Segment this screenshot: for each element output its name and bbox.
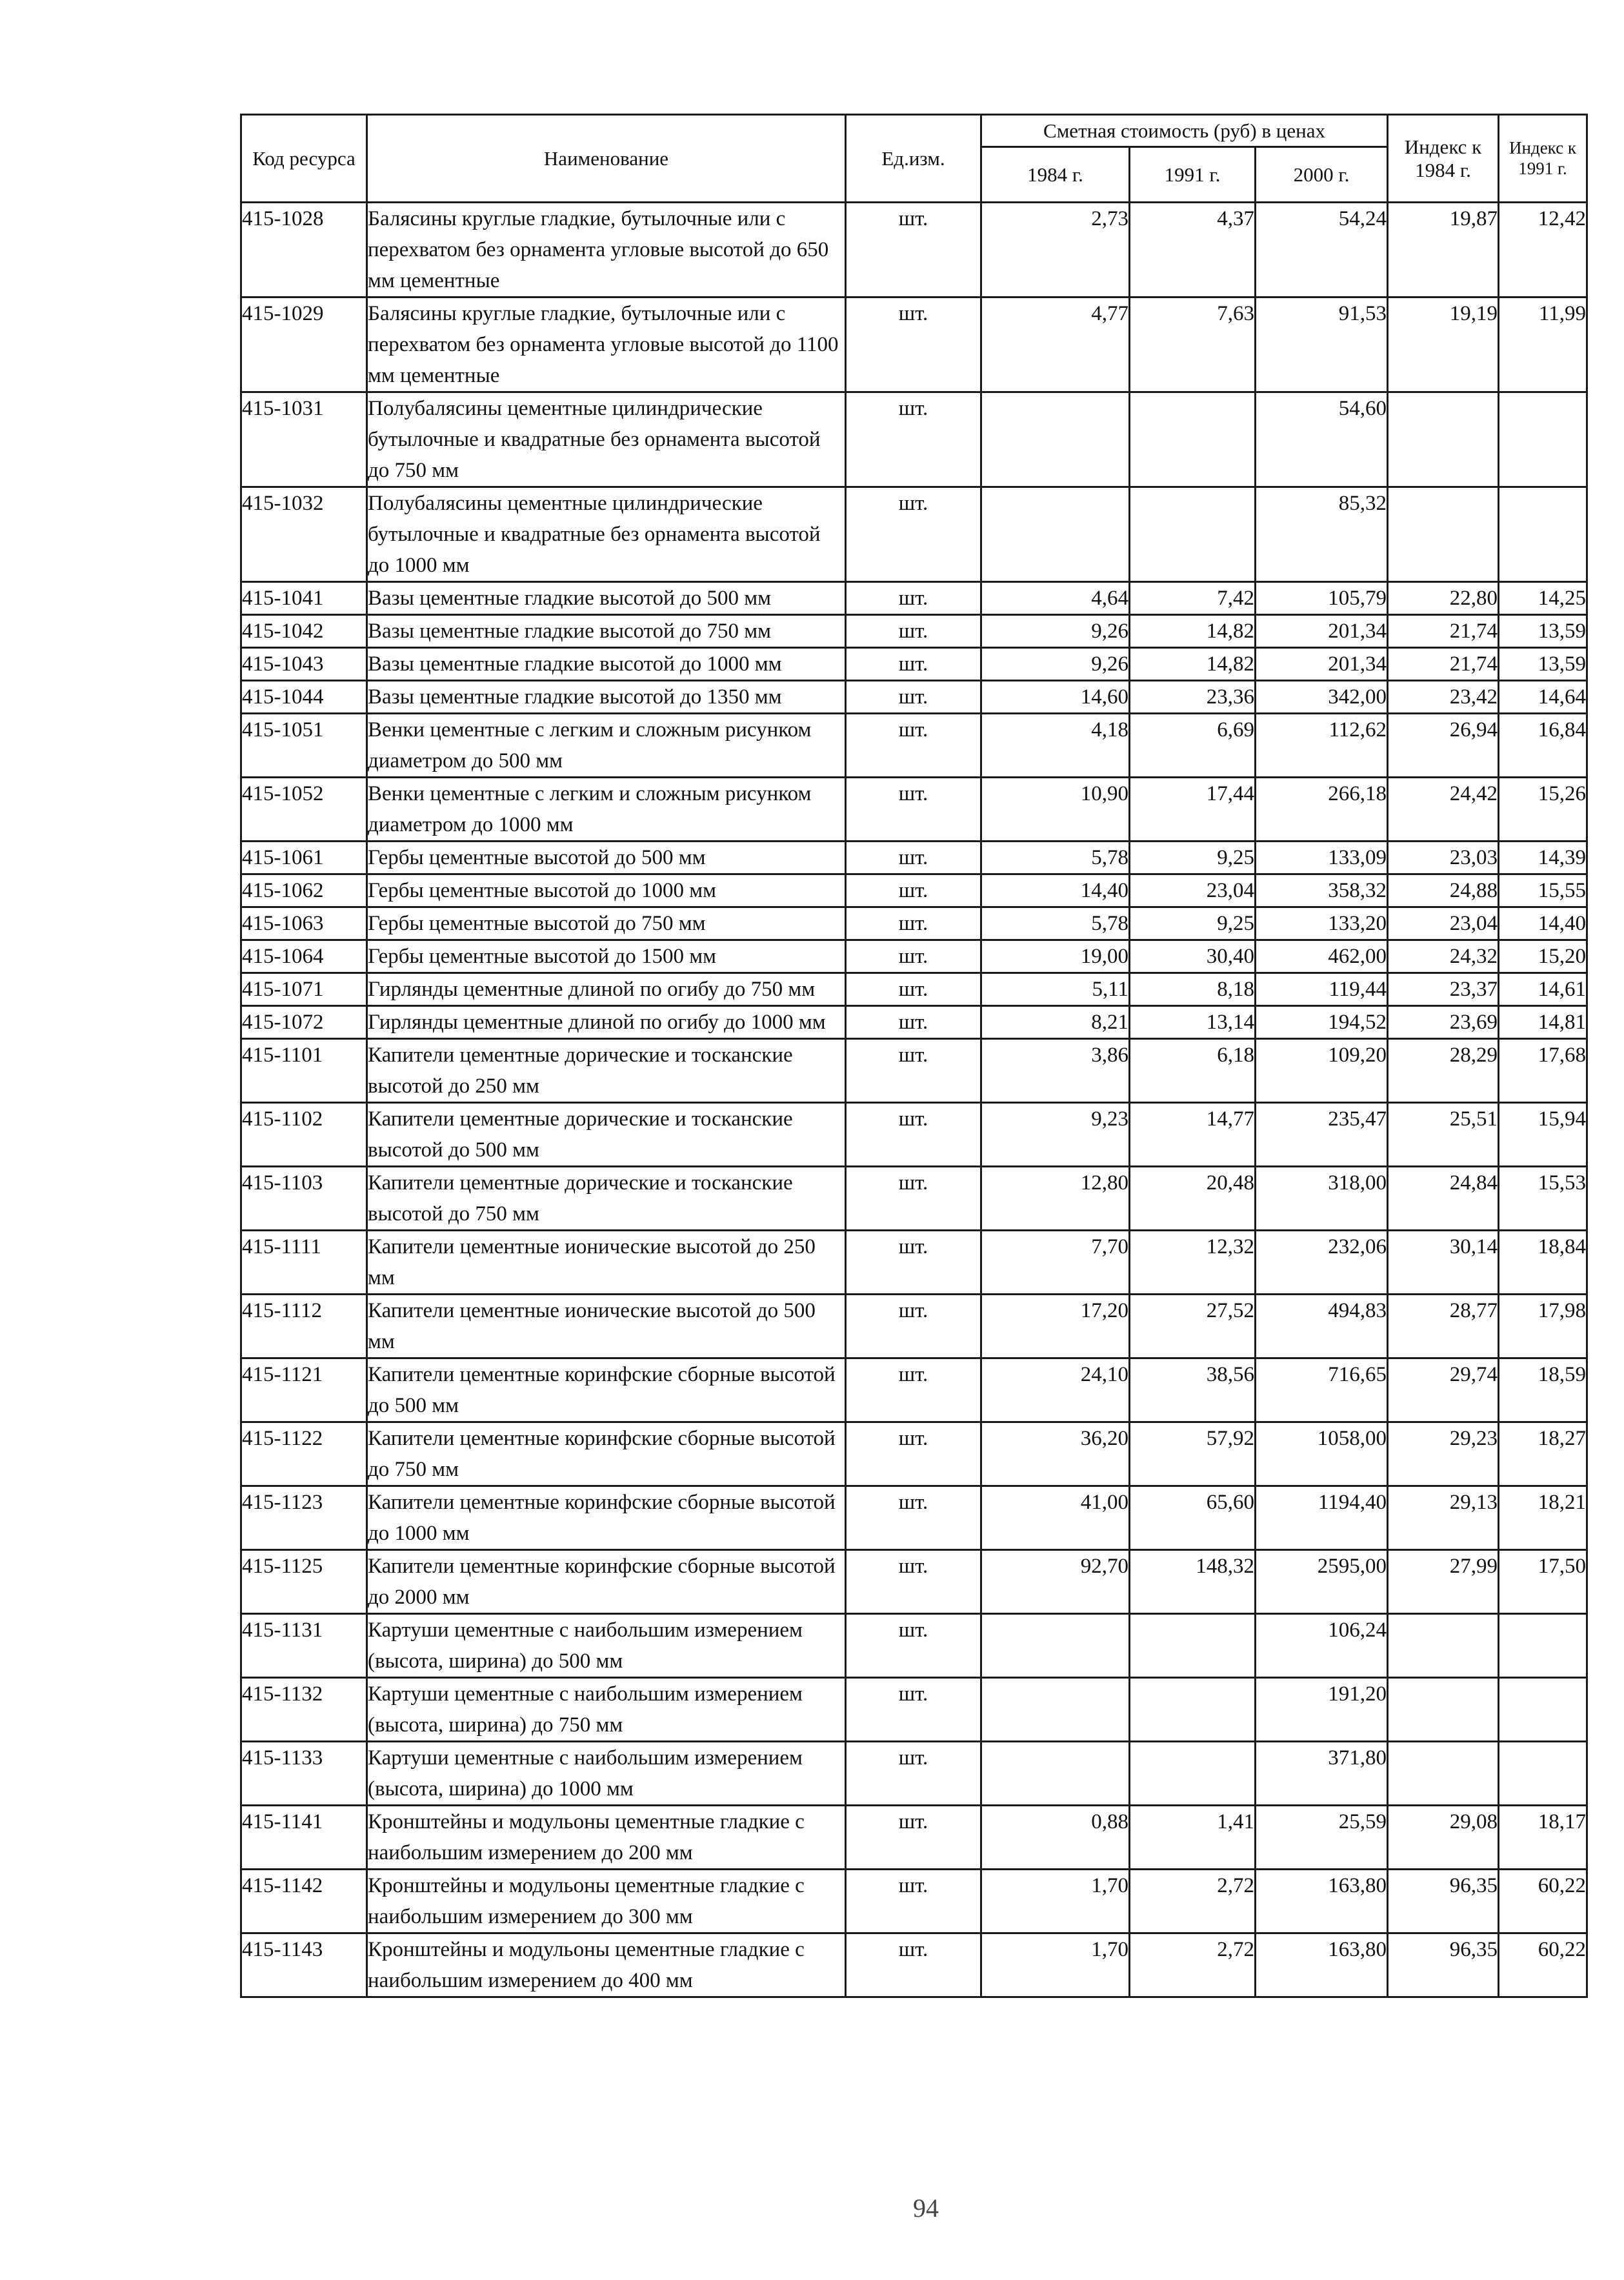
unit-cell: шт. <box>846 1742 981 1806</box>
price-1991-cell: 7,42 <box>1130 582 1256 615</box>
resource-name-cell: Капители цементные дорические и тосканские высотой до 250 мм <box>367 1039 846 1103</box>
resource-name-cell: Капители цементные коринфские сборные высотой до 1000 мм <box>367 1486 846 1550</box>
resource-code-cell: 415-1112 <box>241 1295 367 1358</box>
unit-cell: шт. <box>846 1103 981 1167</box>
header-name: Наименование <box>367 115 846 203</box>
price-2000-cell: 191,20 <box>1256 1678 1388 1742</box>
price-1991-cell: 8,18 <box>1130 973 1256 1006</box>
resource-name-cell: Капители цементные ионические высотой до 250 мм <box>367 1231 846 1295</box>
price-1984-cell: 41,00 <box>981 1486 1130 1550</box>
index-1984-cell <box>1388 487 1499 582</box>
price-1984-cell: 36,20 <box>981 1422 1130 1486</box>
unit-cell: шт. <box>846 1358 981 1422</box>
price-1984-cell: 19,00 <box>981 940 1130 973</box>
index-1991-cell: 18,27 <box>1499 1422 1587 1486</box>
price-1984-cell: 2,73 <box>981 203 1130 298</box>
resource-name-cell: Гербы цементные высотой до 1000 мм <box>367 874 846 907</box>
resource-code-cell: 415-1052 <box>241 778 367 842</box>
index-1984-cell <box>1388 1678 1499 1742</box>
resource-code-cell: 415-1042 <box>241 615 367 648</box>
price-2000-cell: 163,80 <box>1256 1933 1388 1997</box>
price-2000-cell: 232,06 <box>1256 1231 1388 1295</box>
resource-code-cell: 415-1064 <box>241 940 367 973</box>
price-1991-cell <box>1130 487 1256 582</box>
index-1984-cell: 24,84 <box>1388 1167 1499 1231</box>
table-row <box>241 1933 1587 1997</box>
price-1991-cell: 2,72 <box>1130 1870 1256 1933</box>
index-1991-cell: 18,21 <box>1499 1486 1587 1550</box>
unit-cell: шт. <box>846 487 981 582</box>
index-1991-cell: 16,84 <box>1499 714 1587 778</box>
unit-cell: шт. <box>846 1806 981 1870</box>
resource-name-cell: Картуши цементные с наибольшим измерением (высота, ширина) до 1000 мм <box>367 1742 846 1806</box>
resource-code-cell: 415-1123 <box>241 1486 367 1550</box>
unit-cell: шт. <box>846 298 981 392</box>
resource-name-cell: Полубалясины цементные цилиндрические бутылочные и квадратные без орнамента высотой до 750 мм <box>367 392 846 487</box>
unit-cell: шт. <box>846 1486 981 1550</box>
price-1991-cell: 14,77 <box>1130 1103 1256 1167</box>
index-1991-cell: 18,17 <box>1499 1806 1587 1870</box>
price-1991-cell: 38,56 <box>1130 1358 1256 1422</box>
resource-name-cell: Картуши цементные с наибольшим измерением (высота, ширина) до 750 мм <box>367 1678 846 1742</box>
resource-code-cell: 415-1133 <box>241 1742 367 1806</box>
table-row <box>241 392 1587 487</box>
table-row <box>241 681 1587 714</box>
price-table <box>240 114 1588 1998</box>
price-2000-cell: 112,62 <box>1256 714 1388 778</box>
price-1991-cell: 4,37 <box>1130 203 1256 298</box>
price-1984-cell: 12,80 <box>981 1167 1130 1231</box>
price-1984-cell: 17,20 <box>981 1295 1130 1358</box>
unit-cell: шт. <box>846 940 981 973</box>
table-row <box>241 907 1587 940</box>
price-1984-cell: 0,88 <box>981 1806 1130 1870</box>
index-1984-cell: 23,42 <box>1388 681 1499 714</box>
price-1984-cell <box>981 1678 1130 1742</box>
price-1991-cell: 9,25 <box>1130 907 1256 940</box>
index-1991-cell <box>1499 1678 1587 1742</box>
index-1991-cell: 14,39 <box>1499 842 1587 874</box>
resource-name-cell: Гирлянды цементные длиной по огибу до 1000 мм <box>367 1006 846 1039</box>
index-1984-cell: 22,80 <box>1388 582 1499 615</box>
price-2000-cell: 109,20 <box>1256 1039 1388 1103</box>
resource-name-cell: Гирлянды цементные длиной по огибу до 750 мм <box>367 973 846 1006</box>
price-1991-cell: 14,82 <box>1130 648 1256 681</box>
resource-code-cell: 415-1101 <box>241 1039 367 1103</box>
index-1984-cell: 23,04 <box>1388 907 1499 940</box>
resource-name-cell: Венки цементные с легким и сложным рисунком диаметром до 1000 мм <box>367 778 846 842</box>
unit-cell: шт. <box>846 1422 981 1486</box>
price-1984-cell: 1,70 <box>981 1870 1130 1933</box>
price-1991-cell: 65,60 <box>1130 1486 1256 1550</box>
price-1991-cell <box>1130 1678 1256 1742</box>
price-1991-cell: 30,40 <box>1130 940 1256 973</box>
price-1984-cell: 3,86 <box>981 1039 1130 1103</box>
price-1991-cell: 27,52 <box>1130 1295 1256 1358</box>
price-2000-cell: 358,32 <box>1256 874 1388 907</box>
price-2000-cell: 1058,00 <box>1256 1422 1388 1486</box>
resource-name-cell: Капители цементные коринфские сборные высотой до 750 мм <box>367 1422 846 1486</box>
unit-cell: шт. <box>846 874 981 907</box>
price-2000-cell: 106,24 <box>1256 1614 1388 1678</box>
table-row <box>241 1039 1587 1103</box>
resource-name-cell: Капители цементные дорические и тосканские высотой до 500 мм <box>367 1103 846 1167</box>
resource-name-cell: Кронштейны и модульоны цементные гладкие с наибольшим измерением до 400 мм <box>367 1933 846 1997</box>
price-2000-cell: 133,09 <box>1256 842 1388 874</box>
resource-name-cell: Картуши цементные с наибольшим измерением (высота, ширина) до 500 мм <box>367 1614 846 1678</box>
header-year-1991: 1991 г. <box>1130 147 1256 203</box>
index-1984-cell: 29,13 <box>1388 1486 1499 1550</box>
unit-cell: шт. <box>846 1295 981 1358</box>
unit-cell: шт. <box>846 778 981 842</box>
unit-cell: шт. <box>846 1550 981 1614</box>
price-1984-cell: 5,78 <box>981 907 1130 940</box>
resource-code-cell: 415-1051 <box>241 714 367 778</box>
resource-name-cell: Венки цементные с легким и сложным рисунком диаметром до 500 мм <box>367 714 846 778</box>
price-2000-cell: 133,20 <box>1256 907 1388 940</box>
index-1991-cell: 14,64 <box>1499 681 1587 714</box>
index-1991-cell: 60,22 <box>1499 1933 1587 1997</box>
table-row <box>241 1422 1587 1486</box>
header-year-2000: 2000 г. <box>1256 147 1388 203</box>
index-1984-cell: 23,03 <box>1388 842 1499 874</box>
table-row <box>241 203 1587 298</box>
price-1984-cell: 1,70 <box>981 1933 1130 1997</box>
table-row <box>241 487 1587 582</box>
table-row <box>241 1870 1587 1933</box>
resource-name-cell: Гербы цементные высотой до 1500 мм <box>367 940 846 973</box>
resource-code-cell: 415-1062 <box>241 874 367 907</box>
price-2000-cell: 318,00 <box>1256 1167 1388 1231</box>
resource-code-cell: 415-1043 <box>241 648 367 681</box>
table-row <box>241 1358 1587 1422</box>
table-row <box>241 842 1587 874</box>
header-unit: Ед.изм. <box>846 115 981 203</box>
table-row <box>241 615 1587 648</box>
index-1991-cell: 17,50 <box>1499 1550 1587 1614</box>
table-row <box>241 973 1587 1006</box>
index-1984-cell: 23,37 <box>1388 973 1499 1006</box>
price-1984-cell: 4,77 <box>981 298 1130 392</box>
resource-code-cell: 415-1142 <box>241 1870 367 1933</box>
price-1984-cell: 5,78 <box>981 842 1130 874</box>
price-1991-cell: 20,48 <box>1130 1167 1256 1231</box>
resource-name-cell: Балясины круглые гладкие, бутылочные или с перехватом без орнамента угловые высотой до 650 мм цементные <box>367 203 846 298</box>
index-1984-cell: 29,74 <box>1388 1358 1499 1422</box>
table-row <box>241 778 1587 842</box>
price-1991-cell: 6,18 <box>1130 1039 1256 1103</box>
price-1991-cell: 13,14 <box>1130 1006 1256 1039</box>
index-1991-cell: 60,22 <box>1499 1870 1587 1933</box>
resource-code-cell: 415-1041 <box>241 582 367 615</box>
index-1991-cell: 17,68 <box>1499 1039 1587 1103</box>
header-index-1984: Индекс к 1984 г. <box>1388 115 1499 203</box>
resource-name-cell: Кронштейны и модульоны цементные гладкие с наибольшим измерением до 300 мм <box>367 1870 846 1933</box>
index-1984-cell: 96,35 <box>1388 1870 1499 1933</box>
index-1984-cell <box>1388 1742 1499 1806</box>
index-1984-cell: 30,14 <box>1388 1231 1499 1295</box>
unit-cell: шт. <box>846 615 981 648</box>
price-2000-cell: 235,47 <box>1256 1103 1388 1167</box>
table-row <box>241 1614 1587 1678</box>
table-row <box>241 298 1587 392</box>
price-1984-cell: 9,26 <box>981 615 1130 648</box>
index-1984-cell: 21,74 <box>1388 615 1499 648</box>
index-1984-cell: 28,77 <box>1388 1295 1499 1358</box>
header-index-1991: Индекс к 1991 г. <box>1499 115 1587 203</box>
resource-code-cell: 415-1061 <box>241 842 367 874</box>
price-1991-cell <box>1130 1614 1256 1678</box>
table-row <box>241 940 1587 973</box>
resource-name-cell: Вазы цементные гладкие высотой до 1350 мм <box>367 681 846 714</box>
price-2000-cell: 201,34 <box>1256 615 1388 648</box>
unit-cell: шт. <box>846 714 981 778</box>
resource-code-cell: 415-1071 <box>241 973 367 1006</box>
price-2000-cell: 85,32 <box>1256 487 1388 582</box>
price-1991-cell <box>1130 1742 1256 1806</box>
header-cost-group: Сметная стоимость (руб) в ценах <box>981 115 1388 147</box>
table-row <box>241 1006 1587 1039</box>
index-1984-cell: 24,32 <box>1388 940 1499 973</box>
unit-cell: шт. <box>846 1167 981 1231</box>
unit-cell: шт. <box>846 681 981 714</box>
index-1991-cell: 14,61 <box>1499 973 1587 1006</box>
table-row <box>241 1678 1587 1742</box>
header-year-1984: 1984 г. <box>981 147 1130 203</box>
price-1984-cell: 10,90 <box>981 778 1130 842</box>
header-code: Код ресурса <box>241 115 367 203</box>
resource-name-cell: Гербы цементные высотой до 500 мм <box>367 842 846 874</box>
price-1984-cell: 14,60 <box>981 681 1130 714</box>
resource-code-cell: 415-1029 <box>241 298 367 392</box>
resource-code-cell: 415-1102 <box>241 1103 367 1167</box>
resource-code-cell: 415-1143 <box>241 1933 367 1997</box>
table-row <box>241 1167 1587 1231</box>
index-1991-cell: 15,94 <box>1499 1103 1587 1167</box>
price-1991-cell: 2,72 <box>1130 1933 1256 1997</box>
resource-name-cell: Кронштейны и модульоны цементные гладкие с наибольшим измерением до 200 мм <box>367 1806 846 1870</box>
price-2000-cell: 342,00 <box>1256 681 1388 714</box>
index-1984-cell: 19,19 <box>1388 298 1499 392</box>
price-1991-cell: 23,04 <box>1130 874 1256 907</box>
resource-code-cell: 415-1072 <box>241 1006 367 1039</box>
resource-code-cell: 415-1031 <box>241 392 367 487</box>
index-1984-cell: 25,51 <box>1388 1103 1499 1167</box>
table-row <box>241 582 1587 615</box>
resource-code-cell: 415-1132 <box>241 1678 367 1742</box>
unit-cell: шт. <box>846 203 981 298</box>
price-1984-cell: 4,64 <box>981 582 1130 615</box>
unit-cell: шт. <box>846 842 981 874</box>
unit-cell: шт. <box>846 648 981 681</box>
price-2000-cell: 2595,00 <box>1256 1550 1388 1614</box>
index-1991-cell: 15,55 <box>1499 874 1587 907</box>
price-2000-cell: 371,80 <box>1256 1742 1388 1806</box>
index-1991-cell: 15,20 <box>1499 940 1587 973</box>
index-1991-cell: 13,59 <box>1499 615 1587 648</box>
unit-cell: шт. <box>846 1231 981 1295</box>
price-1984-cell <box>981 487 1130 582</box>
table-row <box>241 648 1587 681</box>
resource-code-cell: 415-1063 <box>241 907 367 940</box>
unit-cell: шт. <box>846 392 981 487</box>
price-1991-cell: 23,36 <box>1130 681 1256 714</box>
index-1991-cell: 12,42 <box>1499 203 1587 298</box>
unit-cell: шт. <box>846 1870 981 1933</box>
index-1984-cell: 28,29 <box>1388 1039 1499 1103</box>
index-1991-cell <box>1499 1614 1587 1678</box>
price-1984-cell <box>981 1614 1130 1678</box>
price-2000-cell: 163,80 <box>1256 1870 1388 1933</box>
price-2000-cell: 266,18 <box>1256 778 1388 842</box>
price-2000-cell: 119,44 <box>1256 973 1388 1006</box>
index-1991-cell: 13,59 <box>1499 648 1587 681</box>
price-2000-cell: 201,34 <box>1256 648 1388 681</box>
price-1984-cell <box>981 392 1130 487</box>
resource-code-cell: 415-1103 <box>241 1167 367 1231</box>
price-2000-cell: 194,52 <box>1256 1006 1388 1039</box>
price-2000-cell: 462,00 <box>1256 940 1388 973</box>
price-1984-cell: 9,23 <box>981 1103 1130 1167</box>
price-2000-cell: 91,53 <box>1256 298 1388 392</box>
resource-name-cell: Вазы цементные гладкие высотой до 500 мм <box>367 582 846 615</box>
table-row <box>241 1103 1587 1167</box>
price-2000-cell: 105,79 <box>1256 582 1388 615</box>
resource-name-cell: Вазы цементные гладкие высотой до 750 мм <box>367 615 846 648</box>
unit-cell: шт. <box>846 1006 981 1039</box>
resource-name-cell: Гербы цементные высотой до 750 мм <box>367 907 846 940</box>
index-1991-cell: 18,84 <box>1499 1231 1587 1295</box>
index-1984-cell: 96,35 <box>1388 1933 1499 1997</box>
index-1991-cell <box>1499 487 1587 582</box>
resource-name-cell: Капители цементные дорические и тосканские высотой до 750 мм <box>367 1167 846 1231</box>
price-1991-cell: 17,44 <box>1130 778 1256 842</box>
index-1991-cell: 14,40 <box>1499 907 1587 940</box>
table-header <box>241 115 1587 203</box>
price-2000-cell: 1194,40 <box>1256 1486 1388 1550</box>
resource-name-cell: Капители цементные коринфские сборные высотой до 500 мм <box>367 1358 846 1422</box>
resource-code-cell: 415-1125 <box>241 1550 367 1614</box>
price-1991-cell: 7,63 <box>1130 298 1256 392</box>
index-1991-cell: 17,98 <box>1499 1295 1587 1358</box>
index-1991-cell <box>1499 1742 1587 1806</box>
price-1984-cell <box>981 1742 1130 1806</box>
index-1984-cell: 27,99 <box>1388 1550 1499 1614</box>
index-1984-cell <box>1388 1614 1499 1678</box>
unit-cell: шт. <box>846 1678 981 1742</box>
price-1991-cell: 1,41 <box>1130 1806 1256 1870</box>
index-1984-cell: 29,08 <box>1388 1806 1499 1870</box>
table-row <box>241 1806 1587 1870</box>
index-1984-cell: 29,23 <box>1388 1422 1499 1486</box>
resource-name-cell: Балясины круглые гладкие, бутылочные или с перехватом без орнамента угловые высотой до 1100 мм цементные <box>367 298 846 392</box>
resource-code-cell: 415-1141 <box>241 1806 367 1870</box>
price-1991-cell: 14,82 <box>1130 615 1256 648</box>
unit-cell: шт. <box>846 1614 981 1678</box>
price-2000-cell: 54,24 <box>1256 203 1388 298</box>
resource-code-cell: 415-1032 <box>241 487 367 582</box>
resource-code-cell: 415-1121 <box>241 1358 367 1422</box>
resource-name-cell: Капители цементные ионические высотой до 500 мм <box>367 1295 846 1358</box>
table-row <box>241 1486 1587 1550</box>
index-1991-cell: 14,25 <box>1499 582 1587 615</box>
price-1984-cell: 9,26 <box>981 648 1130 681</box>
price-2000-cell: 494,83 <box>1256 1295 1388 1358</box>
index-1991-cell: 18,59 <box>1499 1358 1587 1422</box>
unit-cell: шт. <box>846 582 981 615</box>
unit-cell: шт. <box>846 973 981 1006</box>
price-1991-cell: 12,32 <box>1130 1231 1256 1295</box>
price-1984-cell: 14,40 <box>981 874 1130 907</box>
price-1991-cell: 6,69 <box>1130 714 1256 778</box>
price-2000-cell: 25,59 <box>1256 1806 1388 1870</box>
index-1984-cell <box>1388 392 1499 487</box>
resource-name-cell: Вазы цементные гладкие высотой до 1000 мм <box>367 648 846 681</box>
index-1991-cell: 14,81 <box>1499 1006 1587 1039</box>
index-1984-cell: 23,69 <box>1388 1006 1499 1039</box>
table-row <box>241 874 1587 907</box>
index-1991-cell <box>1499 392 1587 487</box>
page-number: 94 <box>913 2194 939 2223</box>
index-1984-cell: 19,87 <box>1388 203 1499 298</box>
table-body <box>241 203 1587 1997</box>
resource-name-cell: Капители цементные коринфские сборные высотой до 2000 мм <box>367 1550 846 1614</box>
index-1984-cell: 26,94 <box>1388 714 1499 778</box>
table-row <box>241 1231 1587 1295</box>
price-1984-cell: 4,18 <box>981 714 1130 778</box>
price-1991-cell <box>1130 392 1256 487</box>
price-1984-cell: 5,11 <box>981 973 1130 1006</box>
price-1984-cell: 92,70 <box>981 1550 1130 1614</box>
index-1991-cell: 15,26 <box>1499 778 1587 842</box>
price-1984-cell: 24,10 <box>981 1358 1130 1422</box>
unit-cell: шт. <box>846 907 981 940</box>
resource-name-cell: Полубалясины цементные цилиндрические бутылочные и квадратные без орнамента высотой до 1000 мм <box>367 487 846 582</box>
price-1991-cell: 9,25 <box>1130 842 1256 874</box>
resource-code-cell: 415-1044 <box>241 681 367 714</box>
unit-cell: шт. <box>846 1039 981 1103</box>
resource-code-cell: 415-1028 <box>241 203 367 298</box>
index-1984-cell: 21,74 <box>1388 648 1499 681</box>
index-1984-cell: 24,42 <box>1388 778 1499 842</box>
index-1991-cell: 15,53 <box>1499 1167 1587 1231</box>
price-1991-cell: 148,32 <box>1130 1550 1256 1614</box>
price-1991-cell: 57,92 <box>1130 1422 1256 1486</box>
price-2000-cell: 716,65 <box>1256 1358 1388 1422</box>
table-row <box>241 1550 1587 1614</box>
price-2000-cell: 54,60 <box>1256 392 1388 487</box>
index-1984-cell: 24,88 <box>1388 874 1499 907</box>
unit-cell: шт. <box>846 1933 981 1997</box>
resource-code-cell: 415-1131 <box>241 1614 367 1678</box>
price-1984-cell: 8,21 <box>981 1006 1130 1039</box>
resource-code-cell: 415-1122 <box>241 1422 367 1486</box>
price-1984-cell: 7,70 <box>981 1231 1130 1295</box>
resource-code-cell: 415-1111 <box>241 1231 367 1295</box>
table-row <box>241 1742 1587 1806</box>
table-row <box>241 1295 1587 1358</box>
index-1991-cell: 11,99 <box>1499 298 1587 392</box>
table-row <box>241 714 1587 778</box>
